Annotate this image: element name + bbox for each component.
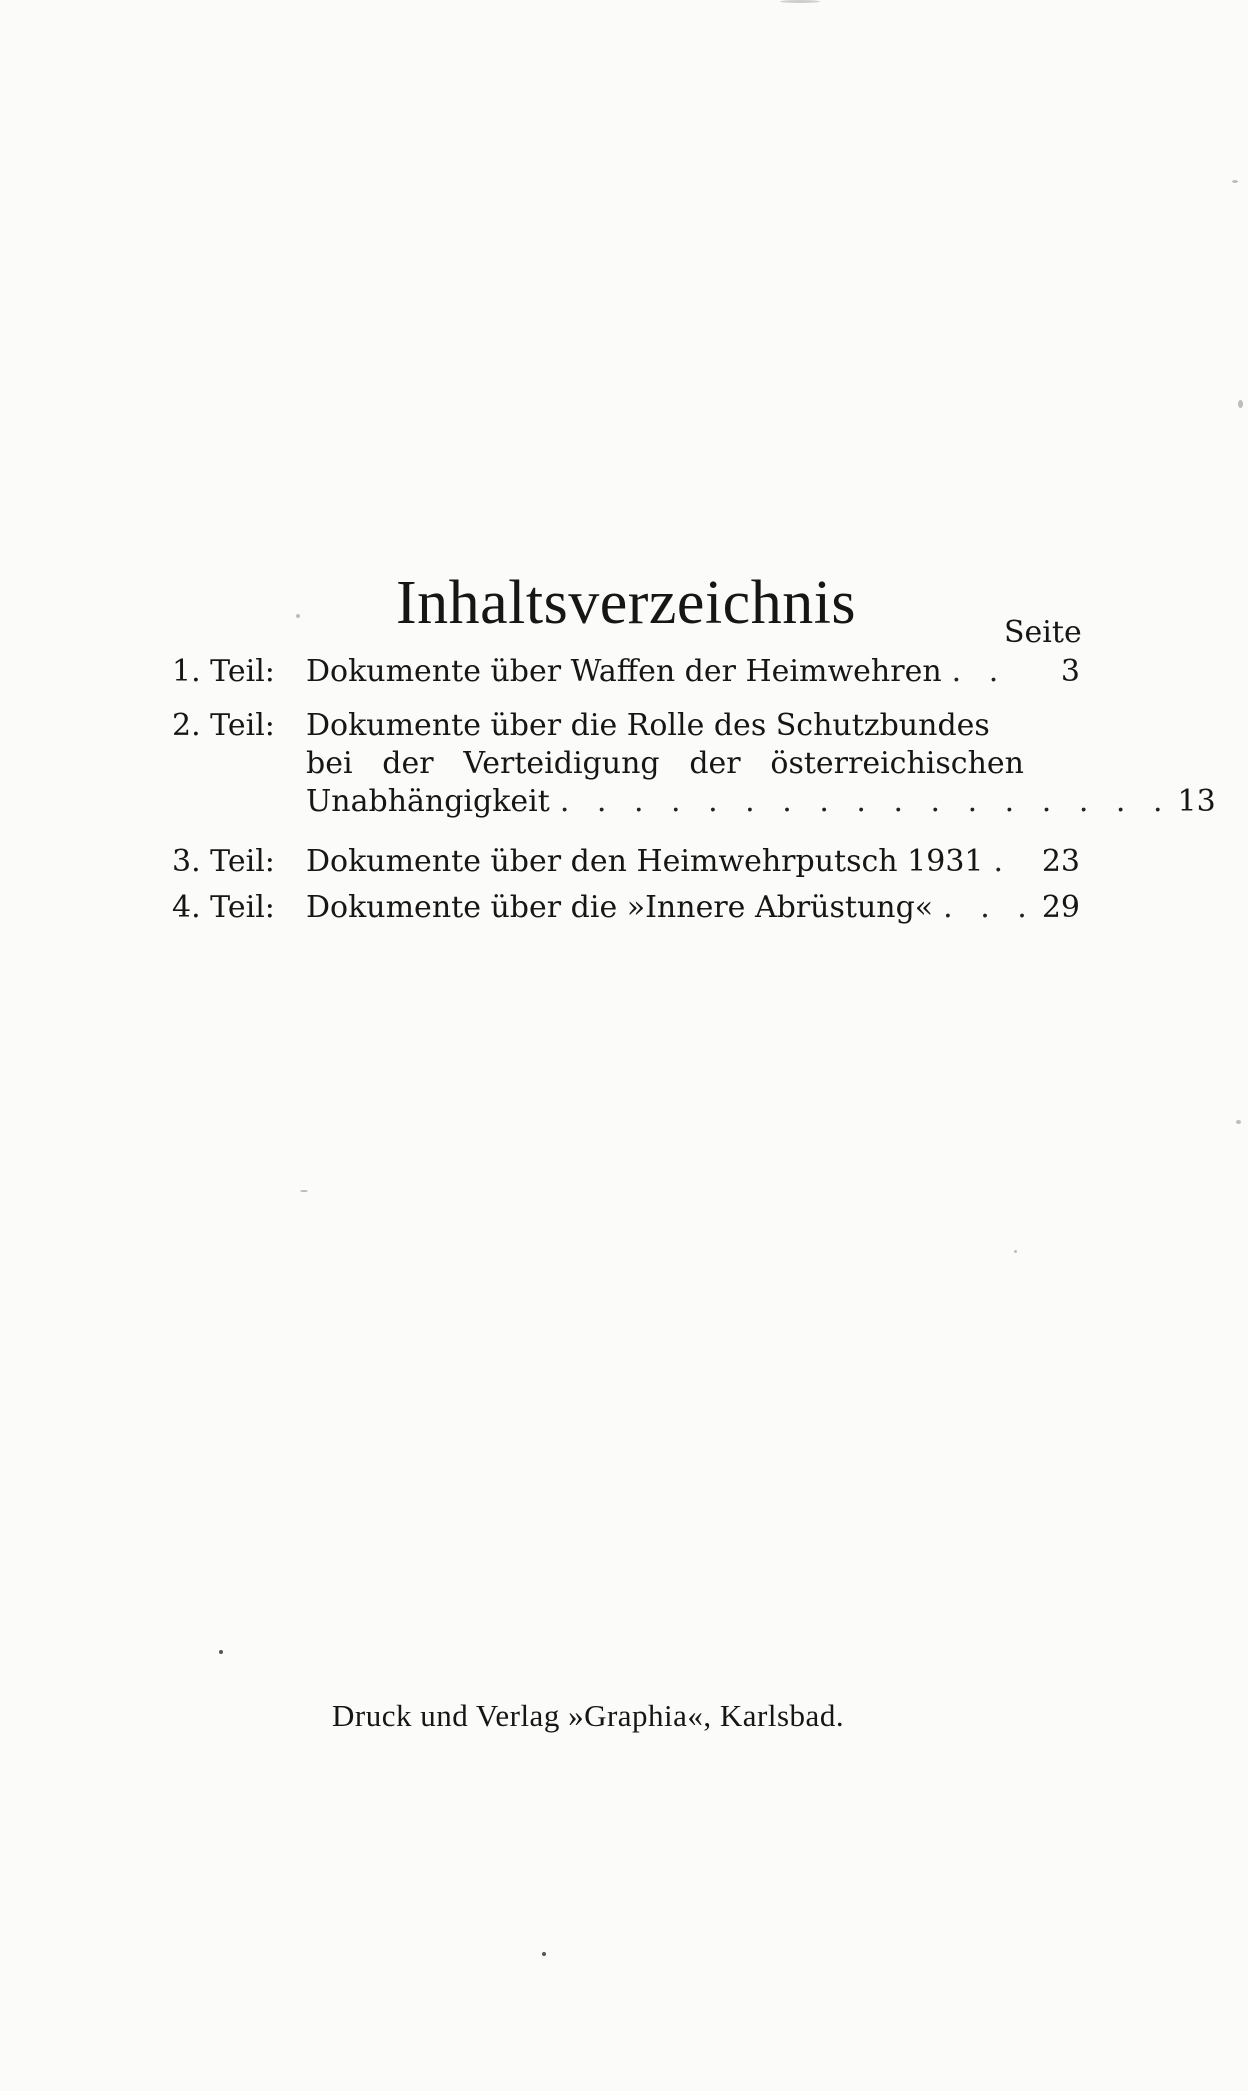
toc-entry-title: Dokumente über Waffen der Heimwehren <box>306 654 942 689</box>
toc-entry-page: 3 <box>1060 654 1080 689</box>
dot-leader: . . . <box>943 890 1036 925</box>
scan-speck <box>1236 1120 1241 1124</box>
dot-leader: . <box>993 844 1013 879</box>
scan-speck <box>1238 400 1243 408</box>
toc-entry-page: 13 <box>1177 784 1216 819</box>
scan-speck <box>1232 180 1238 183</box>
toc-entry-title-line: Dokumente über die Rolle des Schutzbundes <box>306 708 990 743</box>
scan-speck <box>542 1952 546 1956</box>
toc-entry-number: 4. Teil: <box>172 890 275 925</box>
scan-speck <box>300 1190 308 1192</box>
toc-entry-page: 23 <box>1041 844 1080 879</box>
page-column-label: Seite <box>1004 615 1082 650</box>
toc-entry-number: 3. Teil: <box>172 844 275 879</box>
toc-entry-number: 1. Teil: <box>172 654 275 689</box>
toc-entry-body <box>306 842 1080 882</box>
toc-entry-title-line: bei der Verteidigung der österreichischen <box>306 746 1024 781</box>
toc-entry-title-line: Unabhängigkeit <box>306 784 550 819</box>
toc-entry-title: Dokumente über die »Innere Abrüstung« <box>306 890 934 925</box>
scan-speck <box>780 0 820 3</box>
imprint: Druck und Verlag »Graphia«, Karlsbad. <box>332 1698 845 1733</box>
dot-leader: . . <box>951 654 1008 689</box>
scan-speck <box>1014 1250 1017 1253</box>
toc-entry-number: 2. Teil: <box>172 708 275 743</box>
toc-entry-body <box>306 706 1216 822</box>
toc-entry-body <box>306 888 1080 928</box>
toc-entry-body <box>306 652 1080 692</box>
dot-leader: . . . . . . . . . . . . . . . . . <box>559 784 1172 819</box>
toc-title: Inhaltsverzeichnis <box>396 569 857 637</box>
scan-speck <box>219 1650 223 1654</box>
toc-entry-title: Dokumente über den Heimwehrputsch 1931 <box>306 844 984 879</box>
toc-entry-page: 29 <box>1041 890 1081 925</box>
scan-speck <box>296 614 300 618</box>
